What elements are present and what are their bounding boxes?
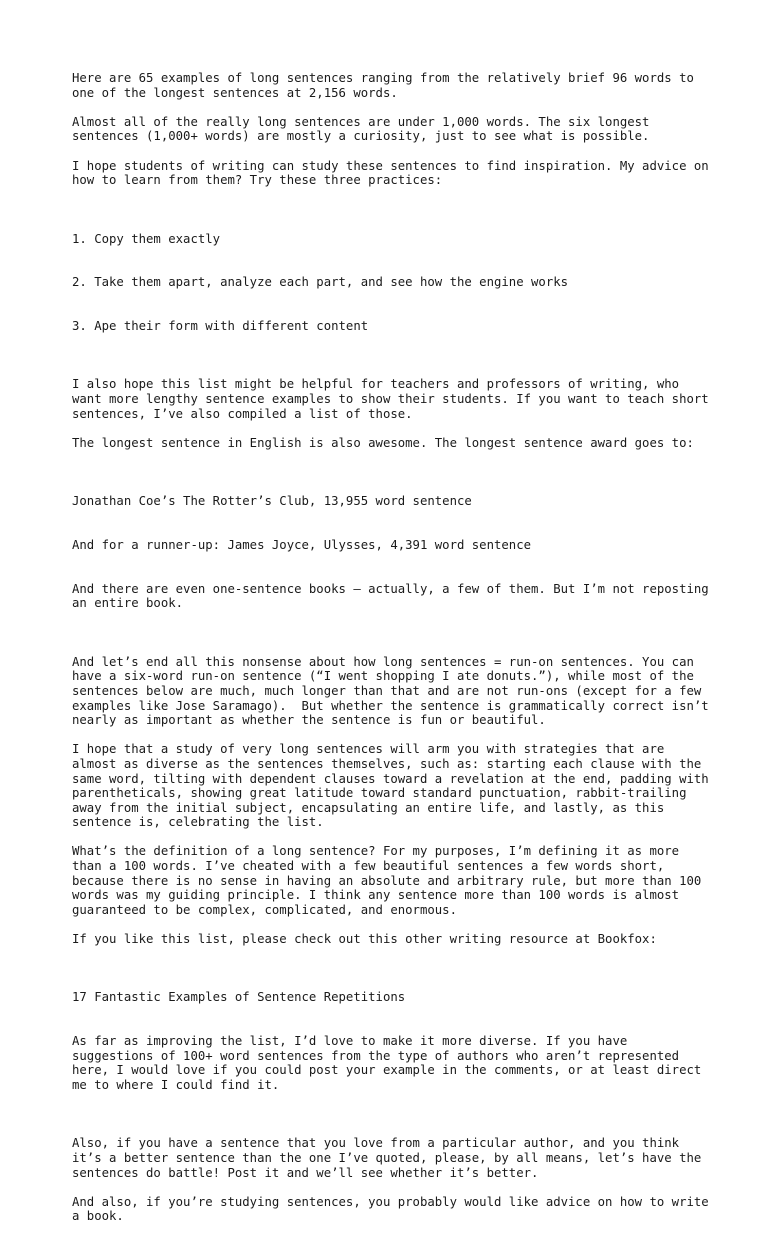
strategies-paragraph: I hope that a study of very long sentences will arm you with strategies that are almost as diverse as the sentences themselves, such as: starting each clause with the same word, tilting with dependent clauses toward a revelation at the end, padding with parentheticals, showing great latitude toward standard punctuation, rabbit-trailing away from the initial subject, encapsulating an entire life, and lastly, as this sentence is, celebrating the list. [72, 742, 717, 830]
definition-paragraph: What’s the definition of a long sentence? For my purposes, I’m defining it as more than a 100 words. I’ve cheated with a few beautiful sentences a few words short, because there is no sense in having an absolute and arbitrary rule, but more than 100 words was my guiding principle. I think any sentence more than 100 words is almost guaranteed to be complex, complicated, and enormous. [72, 844, 709, 917]
document-page [72, 71, 717, 1239]
resource-block [72, 961, 712, 1122]
award-intro-paragraph: The longest sentence in English is also awesome. The longest sentence award goes to: [72, 435, 694, 450]
teachers-paragraph: I also hope this list might be helpful for teachers and professors of writing, who want more lengthy sentence examples to show their students. If you want to teach short sentences, I’ve also compiled a list of those. [72, 377, 717, 421]
list-item: 2. Take them apart, analyze each part, and see how the engine works [72, 275, 569, 290]
practices-list [72, 202, 712, 363]
bookfox-paragraph: If you like this list, please check out this other writing resource at Bookfox: [72, 932, 657, 947]
run-on-paragraph: And let’s end all this nonsense about how long sentences = run-on sentences. You can have a six-word run-on sentence (“I went shopping I ate donuts.”), while most of the sentences below are much, much longer than that and are not run-ons (except for a few examples like Jose Saramago). But whether the sentence is grammatically correct isn’t nearly as important as whether the sentence is fun or beautiful. [72, 654, 717, 728]
sentence-battle-paragraph: Also, if you have a sentence that you love from a particular author, and you think it’s a better sentence than the one I’ve quoted, please, by all means, let’s have the sentences do battle! Post it and we’ll see whether it’s better. [72, 1136, 709, 1180]
students-paragraph: I hope students of writing can study these sentences to find inspiration. My advice on how to learn from them? Try these three practices: [72, 158, 717, 188]
awards-list [72, 465, 717, 640]
list-item: And for a runner-up: James Joyce, Ulysses, 4,391 word sentence [72, 538, 532, 552]
list-item: 3. Ape their form with different content [72, 319, 369, 334]
advice-paragraph: And also, if you’re studying sentences, you probably would like advice on how to write a book. [72, 1194, 717, 1224]
diversity-paragraph: As far as improving the list, I’d love to make it more diverse. If you have suggestions of 100+ word sentences from the type of authors who aren’t represented here, I would love if you could post your example in the comments, or at least direct me to where I could find it. [72, 1034, 709, 1092]
list-item: 1. Copy them exactly [72, 231, 221, 246]
list-item: And there are even one-sentence books — actually, a few of them. But I’m not reposting an entire book. [72, 581, 717, 611]
resource-link[interactable]: 17 Fantastic Examples of Sentence Repetitions [72, 990, 406, 1005]
list-item: Jonathan Coe’s The Rotter’s Club, 13,955 word sentence [72, 494, 472, 509]
long-sentences-paragraph: Almost all of the really long sentences are under 1,000 words. The six longest sentences (1,000+ words) are mostly a curiosity, just to see what is possible. [72, 114, 657, 144]
intro-paragraph: Here are 65 examples of long sentences ranging from the relatively brief 96 words to one of the longest sentences at 2,156 words. [72, 71, 702, 100]
